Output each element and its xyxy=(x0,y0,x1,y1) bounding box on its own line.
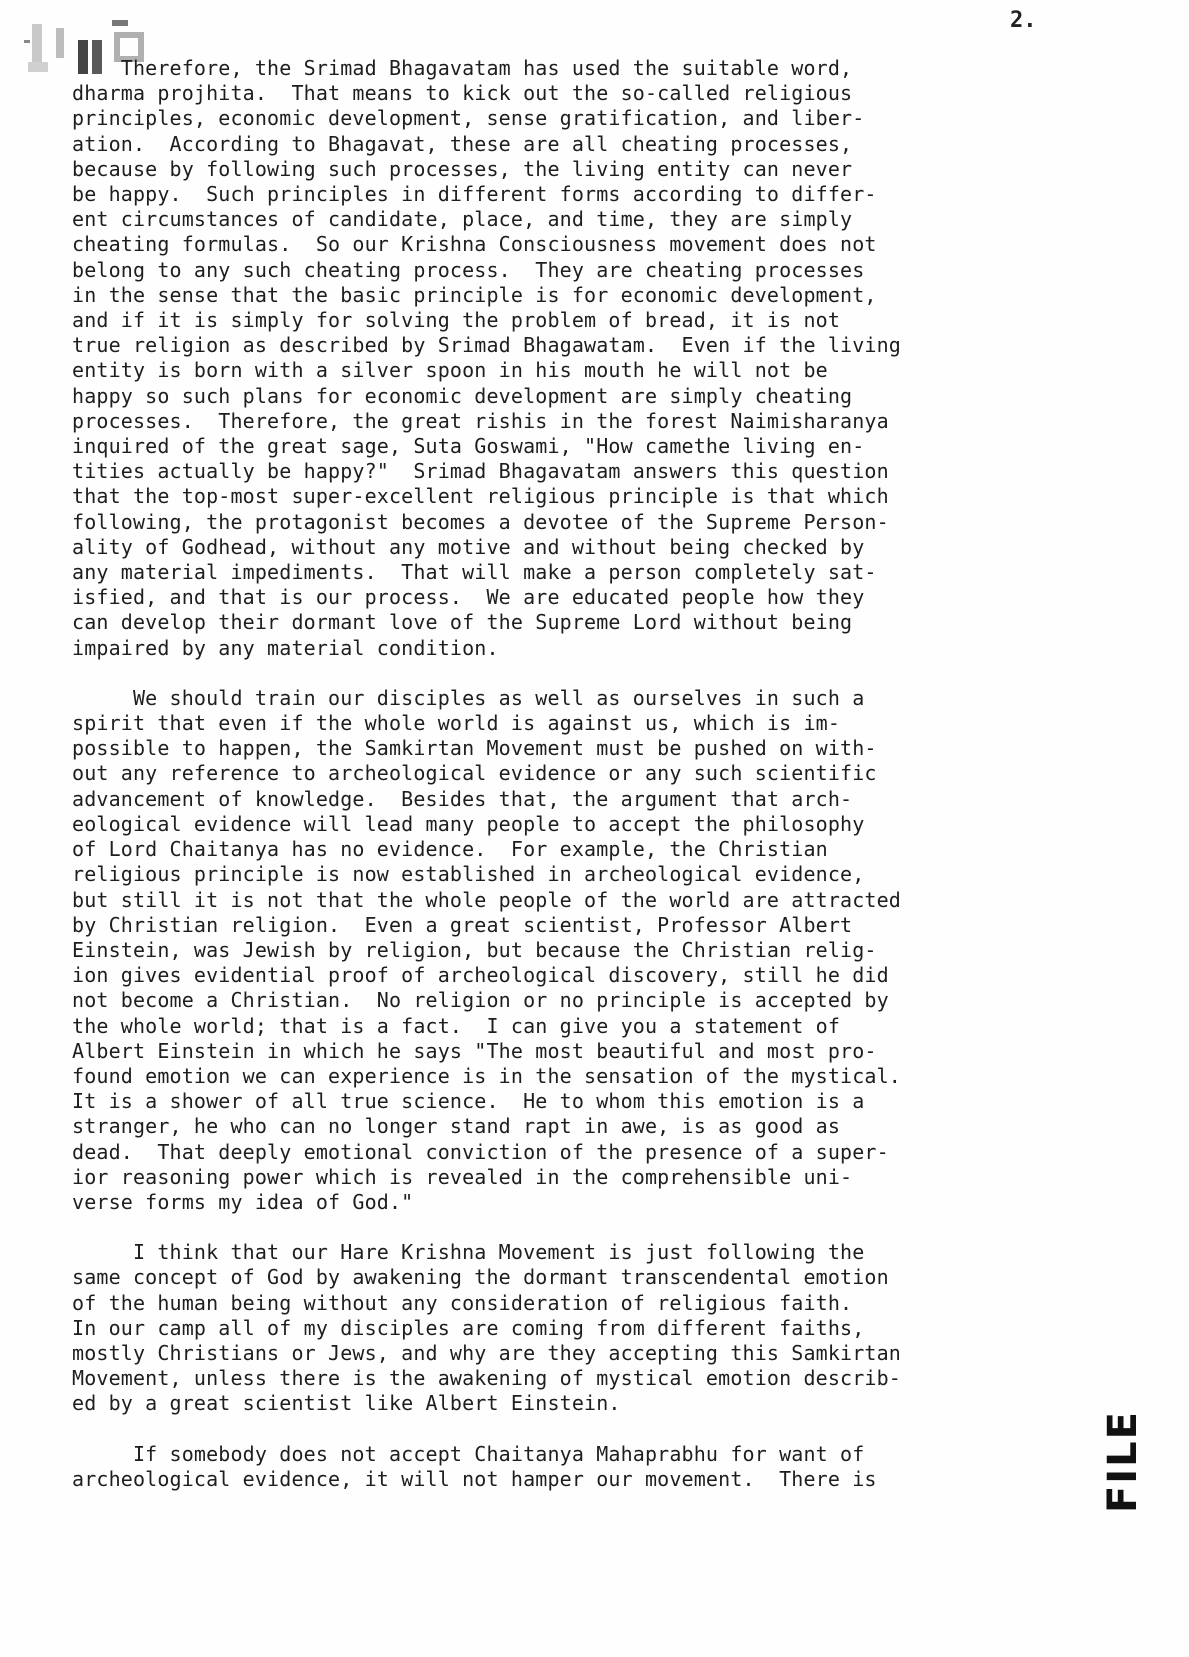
text-line: any material impediments. That will make a person completely sat- xyxy=(72,560,877,585)
text-line: It is a shower of all true science. He to whom this emotion is a xyxy=(72,1089,865,1114)
text-line: possible to happen, the Samkirtan Movement must be pushed on with- xyxy=(72,736,877,761)
text-line: of the human being without any consideration of religious faith. xyxy=(72,1290,853,1315)
text-line: verse forms my idea of God." xyxy=(72,1189,414,1214)
text-line: cheating formulas. So our Krishna Consciousness movement does not xyxy=(72,232,877,257)
paragraph-3 xyxy=(72,1240,1112,1416)
text-line: dharma projhita. That means to kick out the so-called religious xyxy=(72,81,853,106)
text-line: found emotion we can experience is in the sensation of the mystical. xyxy=(72,1063,901,1088)
text-line: out any reference to archeological evidence or any such scientific xyxy=(72,761,877,786)
text-line: principles, economic development, sense gratification, and liber- xyxy=(72,106,865,131)
paragraph-1 xyxy=(72,56,1112,661)
text-line: the whole world; that is a fact. I can give you a statement of xyxy=(72,1013,841,1038)
text-line: ior reasoning power which is revealed in the comprehensible uni- xyxy=(72,1164,853,1189)
text-line: not become a Christian. No religion or no principle is accepted by xyxy=(72,988,889,1013)
text-line: following, the protagonist becomes a devotee of the Supreme Person- xyxy=(72,509,889,534)
text-line: ed by a great scientist like Albert Einstein. xyxy=(72,1391,621,1416)
page-number: 2. xyxy=(1010,8,1037,33)
text-line: isfied, and that is our process. We are educated people how they xyxy=(72,585,865,610)
text-line: entity is born with a silver spoon in his mouth he will not be xyxy=(72,358,828,383)
text-line: and if it is simply for solving the problem of bread, it is not xyxy=(72,308,841,333)
paragraph-4 xyxy=(72,1442,1112,1492)
text-line: ality of Godhead, without any motive and without being checked by xyxy=(72,534,865,559)
paragraph-gap xyxy=(72,1417,1112,1442)
text-line: processes. Therefore, the great rishis in the forest Naimisharanya xyxy=(72,408,889,433)
text-line: Movement, unless there is the awakening of mystical emotion describ- xyxy=(72,1366,901,1391)
text-line: impaired by any material condition. xyxy=(72,635,499,660)
text-line: because by following such processes, the living entity can never xyxy=(72,156,853,181)
text-line: If somebody does not accept Chaitanya Mahaprabhu for want of xyxy=(72,1441,865,1466)
text-line: eological evidence will lead many people to accept the philosophy xyxy=(72,811,865,836)
text-line: can develop their dormant love of the Supreme Lord without being xyxy=(72,610,853,635)
text-line: religious principle is now established in archeological evidence, xyxy=(72,862,865,887)
text-line: Albert Einstein in which he says "The most beautiful and most pro- xyxy=(72,1038,877,1063)
text-line: tities actually be happy?" Srimad Bhagavatam answers this question xyxy=(72,459,889,484)
text-line: same concept of God by awakening the dormant transcendental emotion xyxy=(72,1265,889,1290)
text-line: inquired of the great sage, Suta Goswami, "How camethe living en- xyxy=(72,434,865,459)
text-line: ation. According to Bhagavat, these are all cheating processes, xyxy=(72,131,853,156)
paragraph-2 xyxy=(72,686,1112,1215)
text-line: advancement of knowledge. Besides that, the argument that arch- xyxy=(72,786,853,811)
text-line: I think that our Hare Krishna Movement is just following the xyxy=(72,1240,865,1265)
document-body xyxy=(72,56,1112,1492)
text-line: Therefore, the Srimad Bhagavatam has used the suitable word, xyxy=(72,56,853,80)
text-line: dead. That deeply emotional conviction of the presence of a super- xyxy=(72,1139,889,1164)
text-line: but still it is not that the whole people of the world are attracted xyxy=(72,887,901,912)
text-line: in the sense that the basic principle is for economic development, xyxy=(72,282,877,307)
text-line: true religion as described by Srimad Bhagawatam. Even if the living xyxy=(72,333,901,358)
text-line: that the top-most super-excellent religious principle is that which xyxy=(72,484,889,509)
text-line: archeological evidence, it will not hamper our movement. There is xyxy=(72,1466,877,1491)
text-line: We should train our disciples as well as ourselves in such a xyxy=(72,685,865,710)
text-line: stranger, he who can no longer stand rapt in awe, is as good as xyxy=(72,1114,841,1139)
text-line: mostly Christians or Jews, and why are they accepting this Samkirtan xyxy=(72,1340,901,1365)
text-line: be happy. Such principles in different forms according to differ- xyxy=(72,182,877,207)
text-line: belong to any such cheating process. They are cheating processes xyxy=(72,257,865,282)
text-line: ion gives evidential proof of archeological discovery, still he did xyxy=(72,963,889,988)
text-line: happy so such plans for economic development are simply cheating xyxy=(72,383,853,408)
text-line: ent circumstances of candidate, place, and time, they are simply xyxy=(72,207,853,232)
paragraph-gap xyxy=(72,1215,1112,1240)
text-line: by Christian religion. Even a great scientist, Professor Albert xyxy=(72,912,853,937)
file-stamp: FILE xyxy=(1100,1410,1146,1514)
text-line: Einstein, was Jewish by religion, but because the Christian relig- xyxy=(72,937,877,962)
text-line: spirit that even if the whole world is against us, which is im- xyxy=(72,711,841,736)
paragraph-gap xyxy=(72,661,1112,686)
text-line: of Lord Chaitanya has no evidence. For example, the Christian xyxy=(72,837,828,862)
text-line: In our camp all of my disciples are coming from different faiths, xyxy=(72,1315,865,1340)
